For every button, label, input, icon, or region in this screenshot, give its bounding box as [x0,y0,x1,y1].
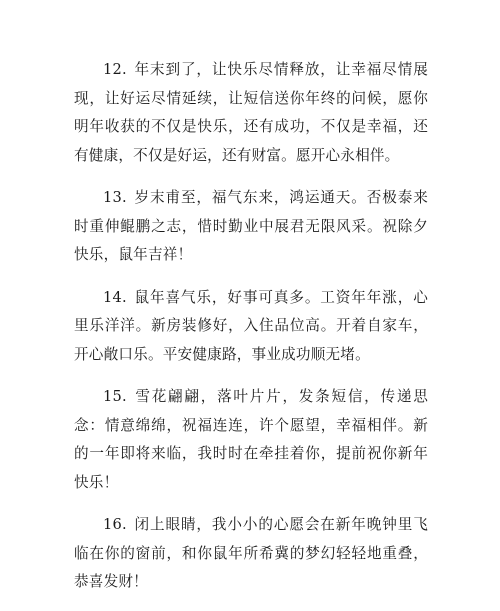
paragraph-15 [74,383,428,497]
paragraph-text: 雪花翩翩，落叶片片，发条短信，传递思念：情意绵绵，祝福连连，许个愿望，幸福相伴。新的一年即将来临，我时时在牵挂着你，提前祝你新年快乐！ [74,388,428,491]
paragraph-text: 年末到了，让快乐尽情释放，让幸福尽情展现，让好运尽情延续，让短信送你年终的问候，愿你明年收获的不仅是快乐，还有成功，不仅是幸福，还有健康，不仅是好运，还有财富。愿开心永相伴。 [74,61,428,164]
paragraph-number: 15. [103,388,127,405]
paragraph-text: 闭上眼睛，我小小的心愿会在新年晚钟里飞临在你的窗前，和你鼠年所希冀的梦幻轻轻地重叠，恭喜发财！ [74,516,428,590]
paragraph-number: 16. [103,516,127,533]
paragraph-text: 鼠年喜气乐，好事可真多。工资年年涨，心里乐洋洋。新房装修好，入住品位高。开着自家车，开心敞口乐。平安健康路，事业成功顺无堵。 [74,288,428,363]
paragraph-number: 12. [103,61,127,78]
paragraph-13 [74,184,428,270]
paragraph-14 [74,284,428,370]
paragraph-number: 14. [103,288,127,306]
document-page [74,56,428,611]
paragraph-number: 13. [103,189,127,206]
paragraph-12 [74,56,428,170]
paragraph-16 [74,511,428,597]
paragraph-text: 岁末甫至，福气东来，鸿运通天。否极泰来时重伸鲲鹏之志，惜时勤业中展君无限风采。祝除夕快乐，鼠年吉祥！ [74,189,428,263]
